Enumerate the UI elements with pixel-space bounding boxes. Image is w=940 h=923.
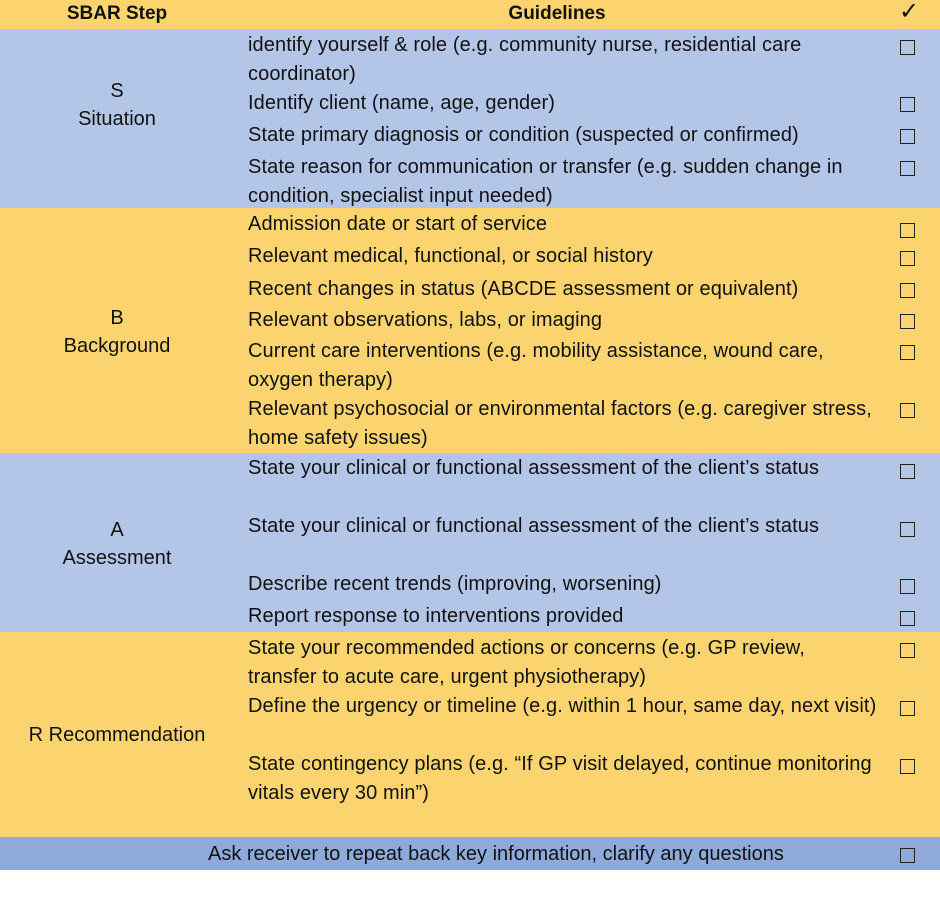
background-item-5: Current care interventions (e.g. mobility assistance, wound care, oxygen therapy) xyxy=(248,340,824,391)
situation-letter: S xyxy=(110,80,124,102)
assessment-item-2-checkbox[interactable] xyxy=(900,522,915,537)
assessment-letter: A xyxy=(110,519,124,541)
assessment-item-1: State your clinical or functional assessment of the client’s status xyxy=(248,457,820,479)
closing-row-text: Ask receiver to repeat back key information, clarify any questions xyxy=(208,843,784,865)
background-item-2: Relevant medical, functional, or social history xyxy=(248,245,653,267)
assessment-item-2: State your clinical or functional assessment of the client’s status xyxy=(248,515,820,537)
situation-item-1-checkbox[interactable] xyxy=(900,40,915,55)
recommendation-item-2: Define the urgency or timeline (e.g. within 1 hour, same day, next visit) xyxy=(248,695,877,717)
background-item-3-checkbox[interactable] xyxy=(900,283,915,298)
recommendation-item-1-checkbox[interactable] xyxy=(900,643,915,658)
assessment-item-4-checkbox[interactable] xyxy=(900,611,915,626)
background-letter: B xyxy=(110,307,124,329)
header-checkmark-icon: ✓ xyxy=(898,0,920,25)
section-assessment xyxy=(0,453,940,632)
background-item-4: Relevant observations, labs, or imaging xyxy=(248,309,603,331)
assessment-item-4: Report response to interventions provided xyxy=(248,605,624,627)
assessment-item-3-checkbox[interactable] xyxy=(900,579,915,594)
assessment-item-3: Describe recent trends (improving, worsening) xyxy=(248,573,662,595)
assessment-name: Assessment xyxy=(62,547,172,569)
situation-step-label xyxy=(0,77,234,133)
assessment-item-1-checkbox[interactable] xyxy=(900,464,915,479)
header-sbar-step: SBAR Step xyxy=(66,3,168,24)
background-item-2-checkbox[interactable] xyxy=(900,251,915,266)
section-situation xyxy=(0,29,940,208)
background-item-4-checkbox[interactable] xyxy=(900,314,915,329)
table-header xyxy=(0,0,940,29)
situation-item-1: identify yourself & role (e.g. community nurse, residential care coordinator) xyxy=(248,34,802,85)
header-guidelines: Guidelines xyxy=(508,3,606,24)
recommendation-item-2-checkbox[interactable] xyxy=(900,701,915,716)
situation-item-2: Identify client (name, age, gender) xyxy=(248,92,556,114)
background-item-1: Admission date or start of service xyxy=(248,213,548,235)
situation-item-3: State primary diagnosis or condition (suspected or confirmed) xyxy=(248,124,799,146)
situation-item-3-checkbox[interactable] xyxy=(900,129,915,144)
recommendation-item-1: State your recommended actions or concerns (e.g. GP review, transfer to acute care, urgent physiotherapy) xyxy=(248,637,805,688)
situation-item-2-checkbox[interactable] xyxy=(900,97,915,112)
background-name: Background xyxy=(63,335,171,357)
background-step-label xyxy=(0,304,234,360)
background-item-5-checkbox[interactable] xyxy=(900,345,915,360)
closing-row xyxy=(0,837,940,870)
recommendation-step-label: R Recommendation xyxy=(28,724,206,746)
background-item-1-checkbox[interactable] xyxy=(900,223,915,238)
background-item-3: Recent changes in status (ABCDE assessment or equivalent) xyxy=(248,278,799,300)
background-item-6-checkbox[interactable] xyxy=(900,403,915,418)
recommendation-item-3-checkbox[interactable] xyxy=(900,759,915,774)
closing-row-checkbox[interactable] xyxy=(900,848,915,863)
section-recommendation xyxy=(0,632,940,837)
recommendation-item-3: State contingency plans (e.g. “If GP visit delayed, continue monitoring vitals every 30 min”) xyxy=(248,753,872,804)
background-item-6: Relevant psychosocial or environmental factors (e.g. caregiver stress, home safety issues) xyxy=(248,398,872,449)
assessment-step-label xyxy=(0,516,234,572)
situation-item-4-checkbox[interactable] xyxy=(900,161,915,176)
situation-name: Situation xyxy=(78,108,156,130)
section-background xyxy=(0,208,940,453)
situation-item-4: State reason for communication or transfer (e.g. sudden change in condition, specialist input needed) xyxy=(248,156,843,207)
